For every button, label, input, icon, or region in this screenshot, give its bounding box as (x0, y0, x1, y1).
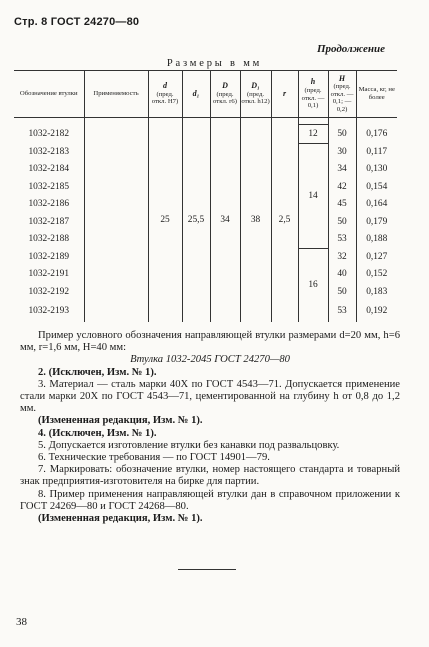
header-d1: d₁ (182, 71, 210, 118)
divider (178, 569, 236, 570)
header-D1: D₁ (пред. откл. h12) (240, 71, 271, 118)
example-designation: Втулка 1032-2045 ГОСТ 24270—80 (130, 354, 290, 366)
header-d: d (пред. откл. H7) (148, 71, 182, 118)
clause-8-note: (Измененная редакция, Изм. № 1). (38, 513, 203, 525)
continuation-label: Продолжение (316, 43, 385, 55)
cell-D1: 38 (240, 118, 271, 322)
dimensions-table (14, 70, 397, 322)
cell-D: 34 (210, 118, 240, 322)
cell-h-14: 14 (298, 143, 328, 248)
header-r: r (271, 71, 298, 118)
table-row: 1032-2184 34 0,130 (14, 161, 397, 179)
clause-4: 4. (Исключен, Изм. № 1). (38, 427, 157, 439)
clause-8: 8. Пример применения направляющей втулки дан в справочном приложении к ГОСТ 24269—80 и ГОСТ 24268—80. (20, 488, 400, 512)
clause-5: 5. Допускается изготовление втулки без канавки под развальцовку. (38, 439, 340, 451)
table-row: 1032-2191 40 0,152 (14, 266, 397, 284)
table-row: 1032-2193 53 0,192 (14, 301, 397, 322)
header-h: h (пред. откл. —0,1) (298, 71, 328, 118)
spacer-row (14, 118, 397, 125)
table-row: 1032-2192 50 0,183 (14, 283, 397, 301)
clause-2: 2. (Исключен, Изм. № 1). (38, 366, 157, 378)
header-mass: Масса, кг, не более (356, 71, 397, 118)
table-row: 1032-2189 16 32 0,127 (14, 248, 397, 266)
table-row: 1032-2188 53 0,188 (14, 231, 397, 249)
cell-h-16: 16 (298, 248, 328, 322)
header-designation: Обозначение втулки (14, 71, 84, 118)
units-caption: Размеры в мм (166, 58, 263, 69)
table-row: 1032-2182 12 50 0,176 (14, 125, 397, 144)
clause-6: 6. Технические требования — по ГОСТ 14901—79. (38, 452, 270, 464)
page-header: Стр. 8 ГОСТ 24270—80 (14, 16, 140, 28)
header-H: H (пред. откл. —0,1; —0,2) (328, 71, 356, 118)
clause-3: 3. Материал — сталь марки 40Х по ГОСТ 4543—71. Допускается применение стали марки 20Х по ГОСТ 4543—71, цементированной на глубину h от 0,8 до 1,2 мм. (20, 378, 400, 415)
cell-d: 25 (148, 118, 182, 322)
cell-h-12: 12 (298, 125, 328, 144)
table-row: 1032-2187 50 0,179 (14, 213, 397, 231)
clause-7: 7. Маркировать: обозначение втулки, номер настоящего стандарта и товарный знак предприятия-изготовителя на бирке для партии. (20, 464, 400, 488)
cell-d1: 25,5 (182, 118, 210, 322)
table-row: 1032-2185 42 0,154 (14, 178, 397, 196)
header-applicability: Применяемость (84, 71, 148, 118)
page-number: 38 (16, 616, 27, 628)
example-intro: Пример условного обозначения направляющей втулки размерами d=20 мм, h=6 мм, r=1,6 мм, H=40 мм: (20, 330, 400, 354)
table-row: 1032-2183 14 30 0,117 (14, 143, 397, 161)
table-header-row (14, 71, 397, 118)
table-row: 1032-2186 45 0,164 (14, 196, 397, 214)
body-text (20, 330, 400, 525)
cell-r: 2,5 (271, 118, 298, 322)
header-D: D (пред. откл. r6) (210, 71, 240, 118)
clause-3-note: (Измененная редакция, Изм. № 1). (38, 415, 203, 427)
